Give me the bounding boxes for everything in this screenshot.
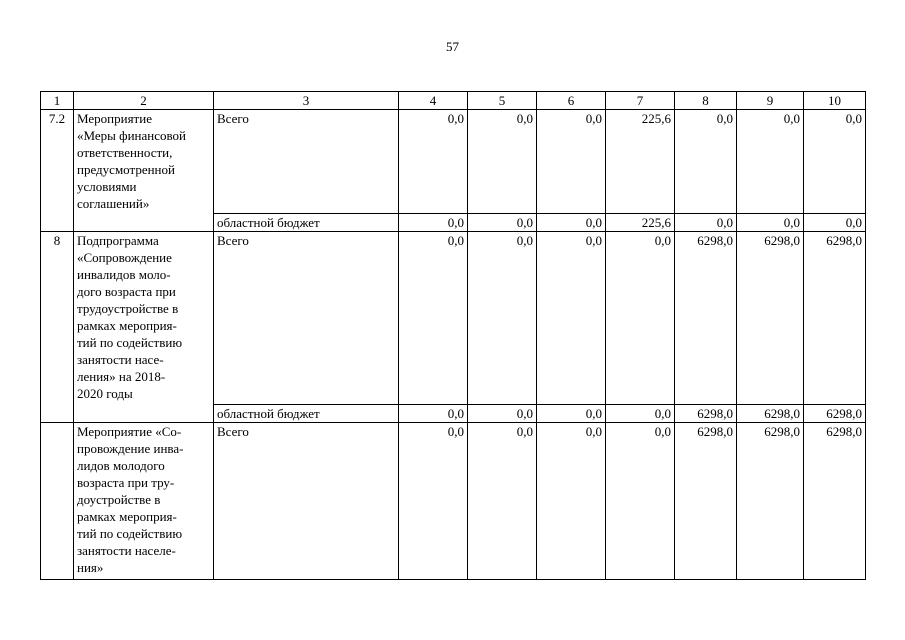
value-cell: 0,0 [399, 214, 468, 232]
value-cell: 6298,0 [804, 232, 866, 405]
value-cell: 0,0 [804, 110, 866, 214]
value-cell: 0,0 [606, 232, 675, 405]
value-cell: 6298,0 [675, 423, 737, 580]
value-cell: 6298,0 [804, 405, 866, 423]
table-row [41, 423, 866, 580]
column-header: 5 [468, 92, 537, 110]
value-cell: 6298,0 [737, 232, 804, 405]
budget-table [40, 91, 866, 580]
value-cell: 225,6 [606, 110, 675, 214]
value-cell: 0,0 [399, 110, 468, 214]
value-cell: 6298,0 [675, 405, 737, 423]
row-number: 8 [41, 232, 74, 423]
value-cell: 0,0 [468, 214, 537, 232]
value-cell: 6298,0 [804, 423, 866, 580]
item-name: Мероприятие «Меры финансовой ответственности, предусмотренной условиями соглашений» [74, 110, 214, 232]
funding-source: областной бюджет [214, 405, 399, 423]
value-cell: 0,0 [468, 423, 537, 580]
column-header: 4 [399, 92, 468, 110]
column-header: 8 [675, 92, 737, 110]
value-cell: 6298,0 [737, 423, 804, 580]
value-cell: 0,0 [468, 110, 537, 214]
column-header: 7 [606, 92, 675, 110]
item-name: Подпрограмма «Сопровождение инвалидов моло- дого возраста при трудоустройстве в рамках мероприя- тий по содействию занятости насе- ления» на 2018- 2020 годы [74, 232, 214, 423]
value-cell: 0,0 [606, 405, 675, 423]
table-row [41, 232, 866, 405]
value-cell: 0,0 [537, 423, 606, 580]
table-row [41, 110, 866, 214]
item-name: Мероприятие «Со- провождение инва- лидов молодого возраста при тру- доустройстве в рамках мероприя- тий по содействию занятости населе- ния» [74, 423, 214, 580]
column-header: 2 [74, 92, 214, 110]
column-header: 10 [804, 92, 866, 110]
funding-source: областной бюджет [214, 214, 399, 232]
value-cell: 225,6 [606, 214, 675, 232]
value-cell: 0,0 [468, 405, 537, 423]
column-header: 9 [737, 92, 804, 110]
value-cell: 0,0 [537, 405, 606, 423]
value-cell: 0,0 [675, 214, 737, 232]
value-cell: 0,0 [606, 423, 675, 580]
value-cell: 0,0 [804, 214, 866, 232]
funding-source: Всего [214, 232, 399, 405]
column-header: 3 [214, 92, 399, 110]
value-cell: 0,0 [399, 232, 468, 405]
value-cell: 0,0 [737, 214, 804, 232]
row-number: 7.2 [41, 110, 74, 232]
column-header: 1 [41, 92, 74, 110]
value-cell: 0,0 [537, 232, 606, 405]
page-number: 57 [446, 39, 459, 54]
value-cell: 0,0 [399, 423, 468, 580]
value-cell: 0,0 [737, 110, 804, 214]
value-cell: 0,0 [468, 232, 537, 405]
row-number [41, 423, 74, 580]
value-cell: 0,0 [537, 110, 606, 214]
table-header-row [41, 92, 866, 110]
value-cell: 0,0 [675, 110, 737, 214]
column-header: 6 [537, 92, 606, 110]
value-cell: 6298,0 [737, 405, 804, 423]
funding-source: Всего [214, 423, 399, 580]
value-cell: 6298,0 [675, 232, 737, 405]
value-cell: 0,0 [399, 405, 468, 423]
value-cell: 0,0 [537, 214, 606, 232]
funding-source: Всего [214, 110, 399, 214]
